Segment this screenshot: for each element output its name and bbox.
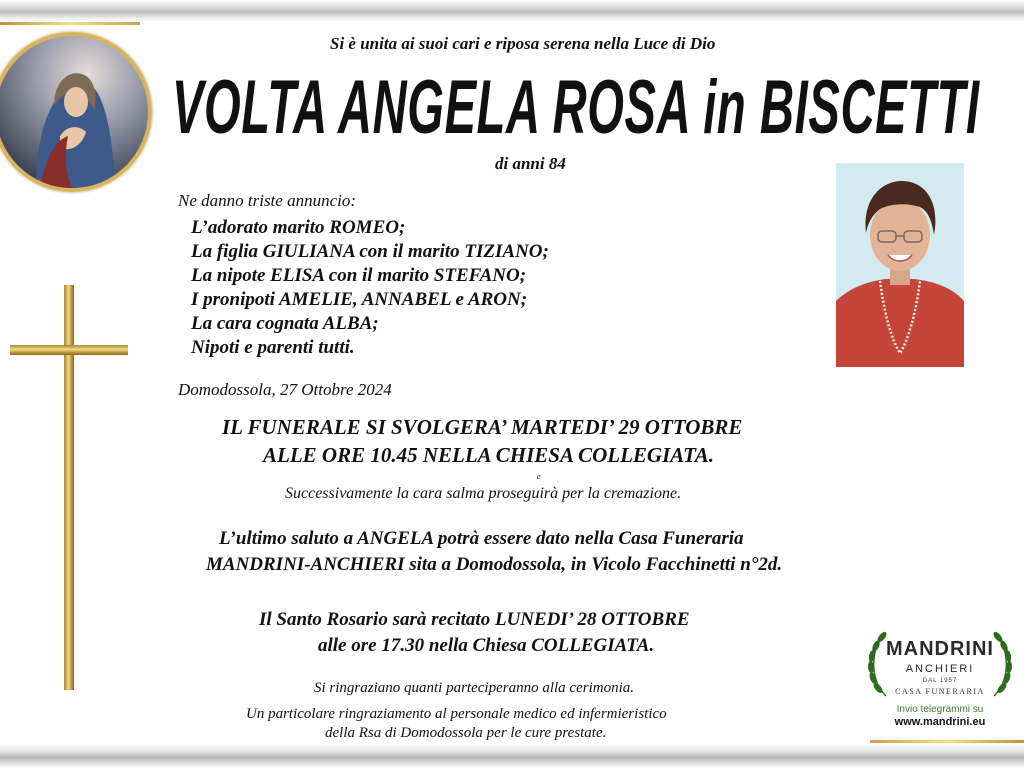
age-text: di anni 84 bbox=[495, 154, 566, 173]
bottom-silver-band bbox=[0, 744, 1024, 768]
announcement-lead: Ne danno triste annuncio: bbox=[178, 191, 357, 210]
top-silver-band bbox=[0, 0, 1024, 22]
relative-line: La nipote ELISA con il marito STEFANO; bbox=[191, 265, 527, 286]
top-gold-line bbox=[0, 22, 140, 25]
logo-since: DAL 1957 bbox=[922, 678, 958, 684]
relative-line: Nipoti e parenti tutti. bbox=[191, 337, 355, 358]
deceased-name: VOLTA ANGELA ROSA in BISCETTI bbox=[172, 65, 980, 150]
funeral-line-2: ALLE ORE 10.45 NELLA CHIESA COLLEGIATA. bbox=[263, 443, 715, 467]
funeral-home-logo bbox=[864, 626, 1016, 734]
thanks-line-2: Un particolare ringraziamento al personale medico ed infermieristico bbox=[246, 706, 667, 722]
rosary-line-1: Il Santo Rosario sarà recitato LUNEDI’ 28 OTTOBRE bbox=[259, 609, 690, 630]
logo-subtitle: ANCHIERI bbox=[905, 663, 975, 675]
relative-line: L’adorato marito ROMEO; bbox=[191, 217, 406, 238]
intro-text: Si è unita ai suoi cari e riposa serena nella Luce di Dio bbox=[330, 34, 716, 53]
logo-brand: MANDRINI bbox=[886, 638, 994, 660]
logo-type: CASA FUNERARIA bbox=[895, 687, 985, 696]
farewell-line-2: MANDRINI-ANCHIERI sita a Domodossola, in Vicolo Facchinetti n°2d. bbox=[206, 554, 783, 575]
relative-line: I pronipoti AMELIE, ANNABEL e ARON; bbox=[191, 289, 528, 310]
stray-mark: e bbox=[537, 472, 541, 481]
website-link[interactable]: www.mandrini.eu bbox=[894, 716, 986, 728]
cross-horizontal-bar bbox=[10, 345, 128, 355]
place-date: Domodossola, 27 Ottobre 2024 bbox=[178, 380, 392, 399]
rosary-line-2: alle ore 17.30 nella Chiesa COLLEGIATA. bbox=[318, 635, 655, 656]
telegram-text: Invio telegrammi su bbox=[896, 704, 984, 715]
cremation-text: Successivamente la cara salma proseguirà per la cremazione. bbox=[285, 485, 682, 502]
relative-line: La cara cognata ALBA; bbox=[191, 313, 379, 334]
farewell-line-1: L’ultimo saluto a ANGELA potrà essere dato nella Casa Funeraria bbox=[219, 528, 744, 549]
funeral-line-1: IL FUNERALE SI SVOLGERA’ MARTEDI’ 29 OTTOBRE bbox=[222, 415, 743, 439]
gold-cross-icon bbox=[10, 285, 128, 690]
thanks-line-1: Si ringraziano quanti parteciperanno alla cerimonia. bbox=[314, 680, 634, 696]
bottom-gold-line bbox=[870, 740, 1024, 743]
madonna-medallion-icon bbox=[0, 32, 152, 192]
relative-line: La figlia GIULIANA con il marito TIZIANO; bbox=[191, 241, 549, 262]
thanks-line-3: della Rsa di Domodossola per le cure prestate. bbox=[325, 725, 607, 741]
deceased-portrait bbox=[836, 163, 964, 367]
